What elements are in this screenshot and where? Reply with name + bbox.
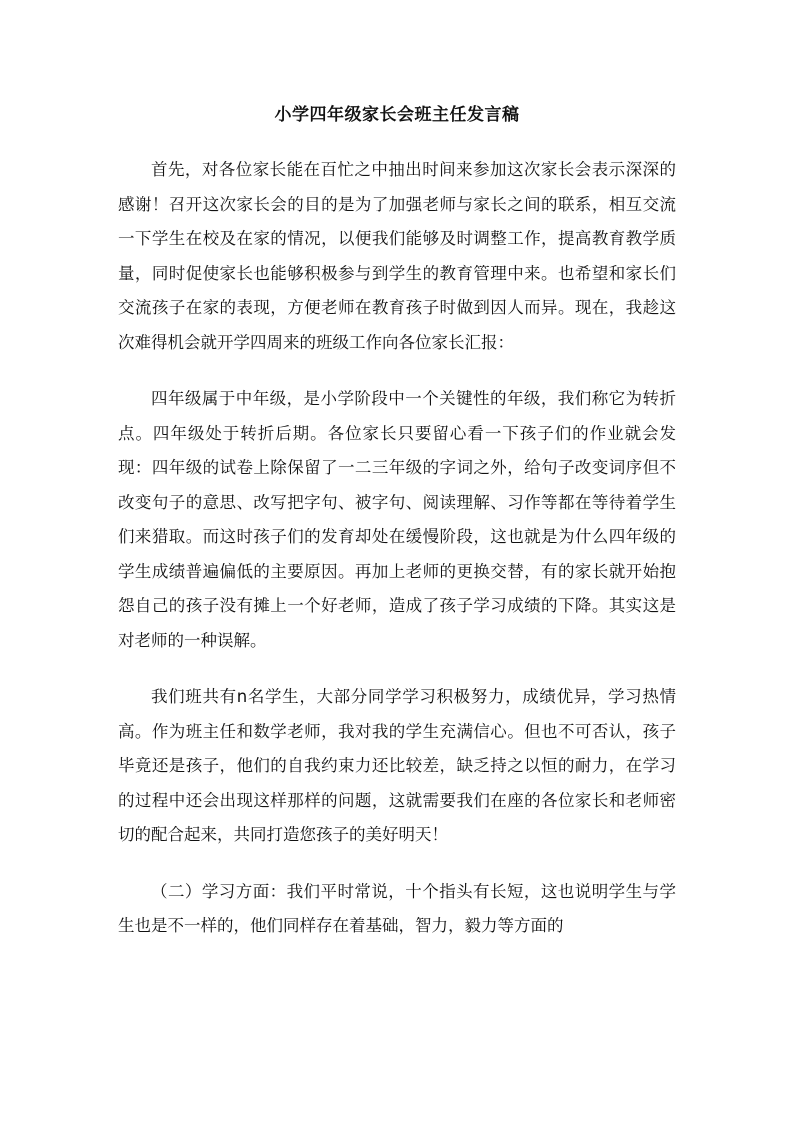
paragraph-3: 我们班共有n名学生，大部分同学学习积极努力，成绩优异，学习热情高。作为班主任和数学老师，我对我的学生充满信心。但也不可否认，孩子毕竟还是孩子，他们的自我约束力还比较差，缺乏持之以恒的耐力，在学习的过程中还会出现这样那样的问题，这就需要我们在座的各位家长和老师密切的配合起来，共同打造您孩子的美好明天！ <box>118 687 676 844</box>
document-title: 小学四年级家长会班主任发言稿 <box>274 105 520 125</box>
paragraph-4: （二）学习方面：我们平时常说，十个指头有长短，这也说明学生与学生也是不一样的，他们同样存在着基础，智力，毅力等方面的 <box>118 881 676 935</box>
document-body <box>118 153 676 944</box>
paragraph-1: 首先，对各位家长能在百忙之中抽出时间来参加这次家长会表示深深的感谢！召开这次家长会的目的是为了加强老师与家长之间的联系，相互交流一下学生在校及在家的情况，以便我们能够及时调整工作，提高教育教学质量，同时促使家长也能够积极参与到学生的教育管理中来。也希望和家长们交流孩子在家的表现，方便老师在教育孩子时做到因人而异。现在，我趁这次难得机会就开学四周来的班级工作向各位家长汇报： <box>118 160 676 352</box>
paragraph-2: 四年级属于中年级，是小学阶段中一个关键性的年级，我们称它为转折点。四年级处于转折后期。各位家长只要留心看一下孩子们的作业就会发现：四年级的试卷上除保留了一二三年级的字词之外，给句子改变词序但不改变句子的意思、改写把字句、被字句、阅读理解、习作等都在等待着学生们来猎取。而这时孩子们的发育却处在缓慢阶段，这也就是为什么四年级的学生成绩普遍偏低的主要原因。再加上老师的更换交替，有的家长就开始抱怨自己的孩子没有摊上一个好老师，造成了孩子学习成绩的下降。其实这是对老师的一种误解。 <box>118 389 676 650</box>
